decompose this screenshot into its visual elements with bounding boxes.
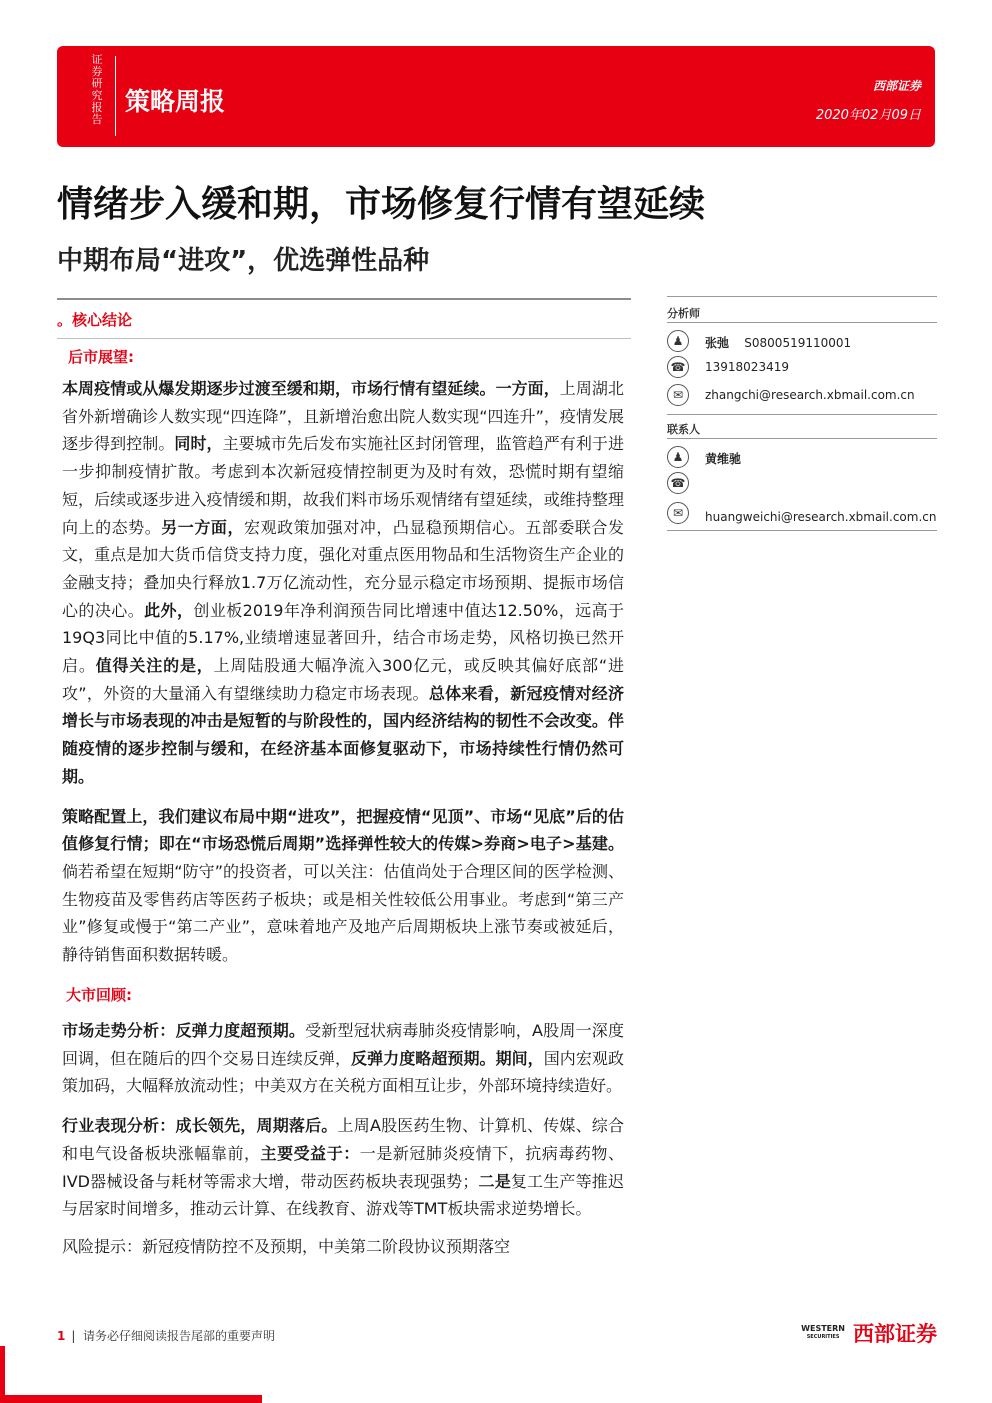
outlook-paragraph-2 — [62, 803, 624, 969]
review-paragraph-1 — [62, 1017, 624, 1100]
contact-email[interactable]: huangweichi@research.xbmail.com.cn — [705, 510, 937, 524]
text-run: 上周湖北省外新增确诊人数实现“四连降”，且新增治愈出院人数实现“四连升”，疫情发展逐步得到控制。 — [62, 379, 624, 454]
outlook-heading: 后市展望: — [68, 348, 134, 366]
outlook-paragraph-1 — [62, 375, 624, 791]
text-run: 二是 — [478, 1171, 511, 1191]
text-run: 一是新冠肺炎疫情下，抗病毒药物、IVD器械设备与耗材等需求大增，带动医药板块表现强势； — [62, 1143, 624, 1191]
text-run: 宏观政策加强对冲，凸显稳预期信心。五部委联合发文，重点是加大货币信贷支持力度，强化对重点医用物品和生活物资生产企业的金融支持；叠加央行释放1.7万亿流动性，充分显示稳定市场预期、提振市场信心的决心。 — [62, 517, 624, 620]
corner-accent-horizontal — [0, 1395, 262, 1403]
footer-disclaimer-row — [57, 1327, 275, 1344]
contact-top-rule — [667, 414, 937, 415]
text-run: 同时， — [174, 434, 223, 454]
review-section — [64, 984, 624, 1261]
contact-email-row[interactable] — [667, 502, 937, 524]
analyst-email[interactable]: zhangchi@research.xbmail.com.cn — [705, 388, 915, 402]
text-run: 策略配置上，我们建议布局中期“进攻”，把握疫情“见顶”、市场“见底”后的估值修复行情；即在“市场恐慌后周期”选择弹性较大的传媒>券商>电子>基建。 — [62, 806, 624, 854]
outlook-section — [64, 346, 624, 969]
contact-rule — [667, 438, 937, 439]
analyst-phone: 13918023419 — [705, 360, 789, 374]
text-run: 主要受益于： — [260, 1143, 360, 1163]
section-title: 。核心结论 — [57, 311, 133, 329]
text-run: 一方面， — [495, 379, 560, 398]
text-run: 上周A股医药生物、计算机、传媒、综合和电气设备板块涨幅靠前， — [62, 1116, 624, 1163]
report-date: 2020年02月09日 — [815, 108, 921, 123]
text-run: 国内宏观政策加码，大幅释放流动性；中美双方在关税方面相互让步，外部环境持续造好。 — [62, 1048, 624, 1096]
person-icon: ♟ — [667, 446, 689, 468]
analyst-rule — [667, 322, 937, 323]
analyst-phone-row — [667, 356, 937, 378]
mail-icon: ✉ — [667, 384, 689, 406]
person-icon: ♟ — [667, 330, 689, 352]
contact-label: 联系人 — [667, 423, 700, 436]
report-type: 策略周报 — [125, 87, 226, 116]
phone-icon: ☎ — [667, 356, 689, 378]
text-run: 反弹力度略超预期。期间， — [351, 1048, 544, 1068]
report-title: 情绪步入缓和期，市场修复行情有望延续 — [57, 184, 706, 225]
logo-chinese: 西部证券 — [853, 1322, 937, 1346]
mail-icon: ✉ — [667, 502, 689, 524]
text-run: 本周疫情或从爆发期逐步过渡至缓和期，市场行情有望延续。 — [62, 379, 496, 398]
text-run: 行业表现分析：成长领先，周期落后。 — [62, 1116, 338, 1136]
text-run: 上周陆股通大幅净流入300亿元，或反映其偏好底部“进攻”，外资的大量涌入有望继续助力稳定市场表现。 — [62, 656, 624, 703]
logo-english: WESTERN SECURITIES — [801, 1324, 845, 1340]
text-run: 市场走势分析：反弹力度超预期。 — [62, 1021, 306, 1040]
risk-note: 风险提示：新冠疫情防控不及预期，中美第二阶段协议预期落空 — [62, 1236, 511, 1256]
header-banner — [57, 46, 935, 147]
analyst-name: 张弛 — [705, 336, 730, 350]
text-run: 此外， — [144, 600, 194, 620]
text-run: 另一方面， — [161, 517, 244, 537]
text-run: 受新型冠状病毒肺炎疫情影响，A股周一深度回调，但在随后的四个交易日连续反弹， — [62, 1021, 624, 1068]
text-run: 值得关注的是， — [95, 656, 214, 676]
contact-name: 黄维驰 — [705, 452, 742, 466]
section-divider — [57, 338, 631, 339]
report-subtitle: 中期布局“进攻”，优选弹性品种 — [57, 246, 430, 276]
text-run: 创业板2019年净利润预告同比增速中值达12.50%，远高于19Q3同比中值的5.17%,业绩增速显著回升，结合市场走势，风格切换已然开启。 — [62, 600, 624, 676]
analyst-name-row — [667, 330, 937, 352]
footer-disclaimer: 请务必仔细阅读报告尾部的重要声明 — [83, 1329, 276, 1343]
text-run: 复工生产等推迟与居家时间增多，推动云计算、在线教育、游戏等TMT板块需求逆势增长。 — [62, 1171, 624, 1219]
contact-name-row — [667, 446, 937, 468]
sidebar-top-rule — [667, 296, 937, 297]
review-paragraph-2 — [62, 1112, 624, 1223]
footer-logo — [801, 1318, 937, 1348]
text-run: 主要城市先后发布实施社区封闭管理，监管趋严有利于进一步抑制疫情扩散。考虑到本次新冠疫情控制更为及时有效，恐慌时期有望缩短，后续或逐步进入疫情缓和期，故我们料市场乐观情绪有望延续，或维持整理向上的态势。 — [62, 434, 624, 537]
sidebar-bottom-rule — [667, 530, 937, 531]
analyst-cert: S0800519110001 — [744, 336, 852, 350]
section-top-rule — [57, 298, 631, 300]
banner-divider — [115, 56, 116, 136]
text-run: 总体来看，新冠疫情对经济增长与市场表现的冲击是短暂的与阶段性的，国内经济结构的韧性不会改变。伴随疫情的逐步控制与缓和，在经济基本面修复驱动下，市场持续性行情仍然可期。 — [62, 683, 624, 786]
report-series-label: 证券研究报告 — [91, 53, 103, 126]
header-brand: 西部证券 — [872, 79, 921, 93]
text-run: 倘若希望在短期“防守”的投资者，可以关注：估值尚处于合理区间的医学检测、生物疫苗及零售药店等医药子板块；或是相关性较低公用事业。考虑到“第三产业”修复或慢于“第二产业”，意味着地产及地产后周期板块上涨节奏或被延后，静待销售面积数据转暖。 — [62, 861, 624, 965]
analyst-email-row[interactable] — [667, 384, 937, 406]
page-number: 1 — [57, 1329, 66, 1343]
footer-pipe: | — [71, 1329, 84, 1343]
analyst-label: 分析师 — [667, 307, 700, 320]
contact-phone-row — [667, 472, 937, 494]
review-heading: 大市回顾: — [66, 986, 132, 1004]
phone-icon: ☎ — [667, 472, 689, 494]
